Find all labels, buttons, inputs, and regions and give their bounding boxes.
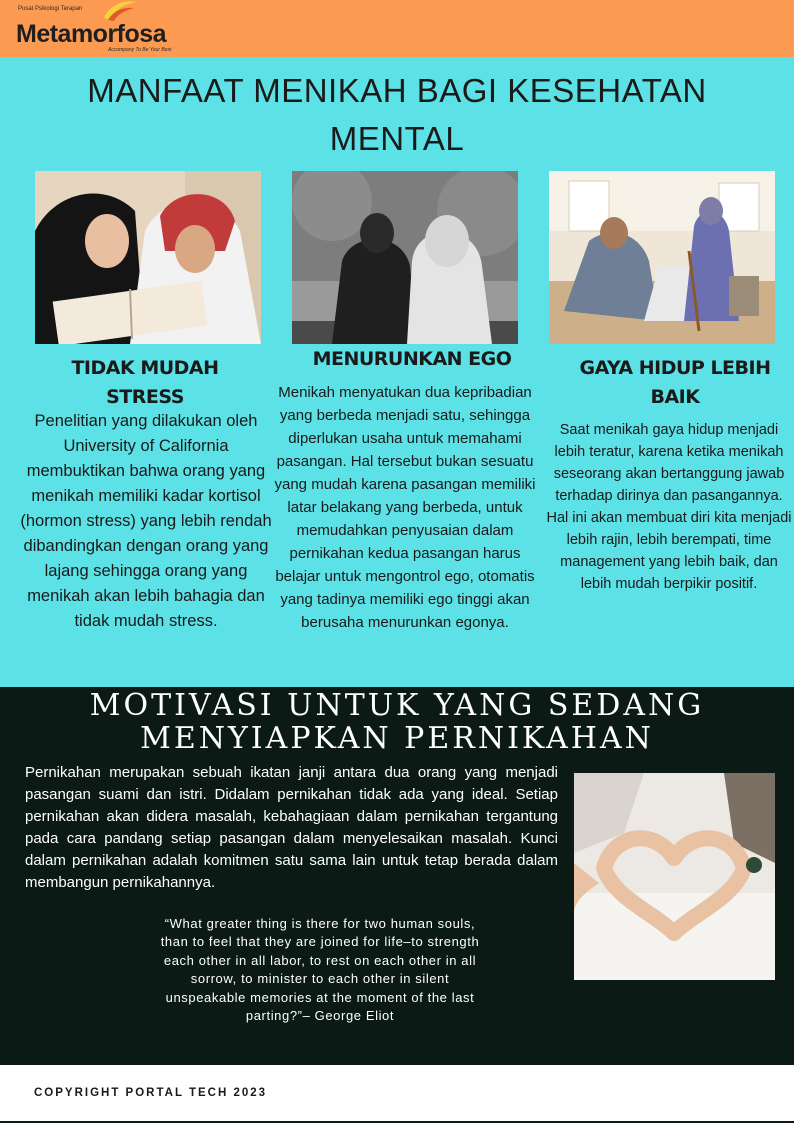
motivation-body: Pernikahan merupakan sebuah ikatan janji antara dua orang yang menjadi pasangan suami dan istri. Didalam pernikahan tidak ada yang ideal. Setiap pernikahan akan didera masalah, kebahagiaan dalam pernikahan tergantung pada cara pandang setiap pasangan dalam menyelesaikan masalah. Kunci dalam pernikahan adalah komitmen satu sama lain untuk tetap berada dalam membangun pernikahannya. bbox=[25, 764, 558, 891]
logo-swirl-icon bbox=[100, 0, 140, 22]
benefits-section bbox=[0, 57, 794, 687]
couple-cleaning-floor-photo bbox=[549, 171, 775, 344]
benefit-body-lifestyle: Saat menikah gaya hidup menjadi lebih teratur, karena ketika menikah seseorang akan bertanggung jawab terhadap dirinya dan pasangannya. Hal ini akan membuat diri kita menjadi lebih rajin, lebih berempati, time management yang lebih baik, dan lebih mudah berpikir positif. bbox=[546, 422, 792, 592]
logo-subtitle: Accompany To Be Your Best bbox=[108, 47, 172, 53]
motivation-section bbox=[0, 687, 794, 1065]
logo-tagline: Pusat Psikologi Terapan bbox=[18, 6, 83, 12]
benefits-title: MANFAAT MENIKAH BAGI KESEHATAN MENTAL bbox=[87, 72, 707, 157]
benefit-body-ego: Menikah menyatukan dua kepribadian yang berbeda menjadi satu, sehingga diperlukan usaha untuk memahami pasangan. Hal tersebut bukan sesuatu yang mudah karena pasangan memiliki latar belakang yang berbeda, untuk memudahkan penyusaian dalam pernikahan kedua pasangan harus belajar untuk mengontrol ego, otomatis yang tadinya memiliki ego tinggi akan berusaha menurunkan egonya. bbox=[274, 384, 536, 631]
metamorfosa-logo[interactable] bbox=[16, 0, 206, 57]
benefit-heading-stress: TIDAK MUDAH STRESS bbox=[71, 357, 219, 408]
motivation-title: MOTIVASI UNTUK YANG SEDANG MENYIAPKAN PERNIKAHAN bbox=[89, 688, 705, 756]
heart-hands-wedding-photo bbox=[574, 773, 775, 980]
benefit-heading-ego: MENURUNKAN EGO bbox=[312, 348, 512, 370]
copyright-text: COPYRIGHT PORTAL TECH 2023 bbox=[34, 1087, 268, 1099]
header-bar bbox=[0, 0, 794, 57]
benefit-body-stress: Penelitian yang dilakukan oleh University of California membuktikan bahwa orang yang menikah memiliki kadar kortisol (hormon stress) yang lebih rendah dibandingkan dengan orang yang lajang sehingga orang yang menikah akan lebih bahagia dan tidak mudah stress. bbox=[20, 412, 272, 630]
muslim-couple-reading-photo bbox=[35, 171, 261, 344]
logo-name: Metamorfosa bbox=[16, 20, 167, 48]
benefit-heading-lifestyle: GAYA HIDUP LEBIH BAIK bbox=[579, 357, 771, 408]
couple-back-view-bw-photo bbox=[292, 171, 518, 344]
george-eliot-quote: “What greater thing is there for two human souls, than to feel that they are joined for life–to strength each other in all labor, to rest on each other in all sorrow, to minister to each other in silent unspeakable memories at the moment of the last parting?”– George Eliot bbox=[160, 916, 480, 1024]
